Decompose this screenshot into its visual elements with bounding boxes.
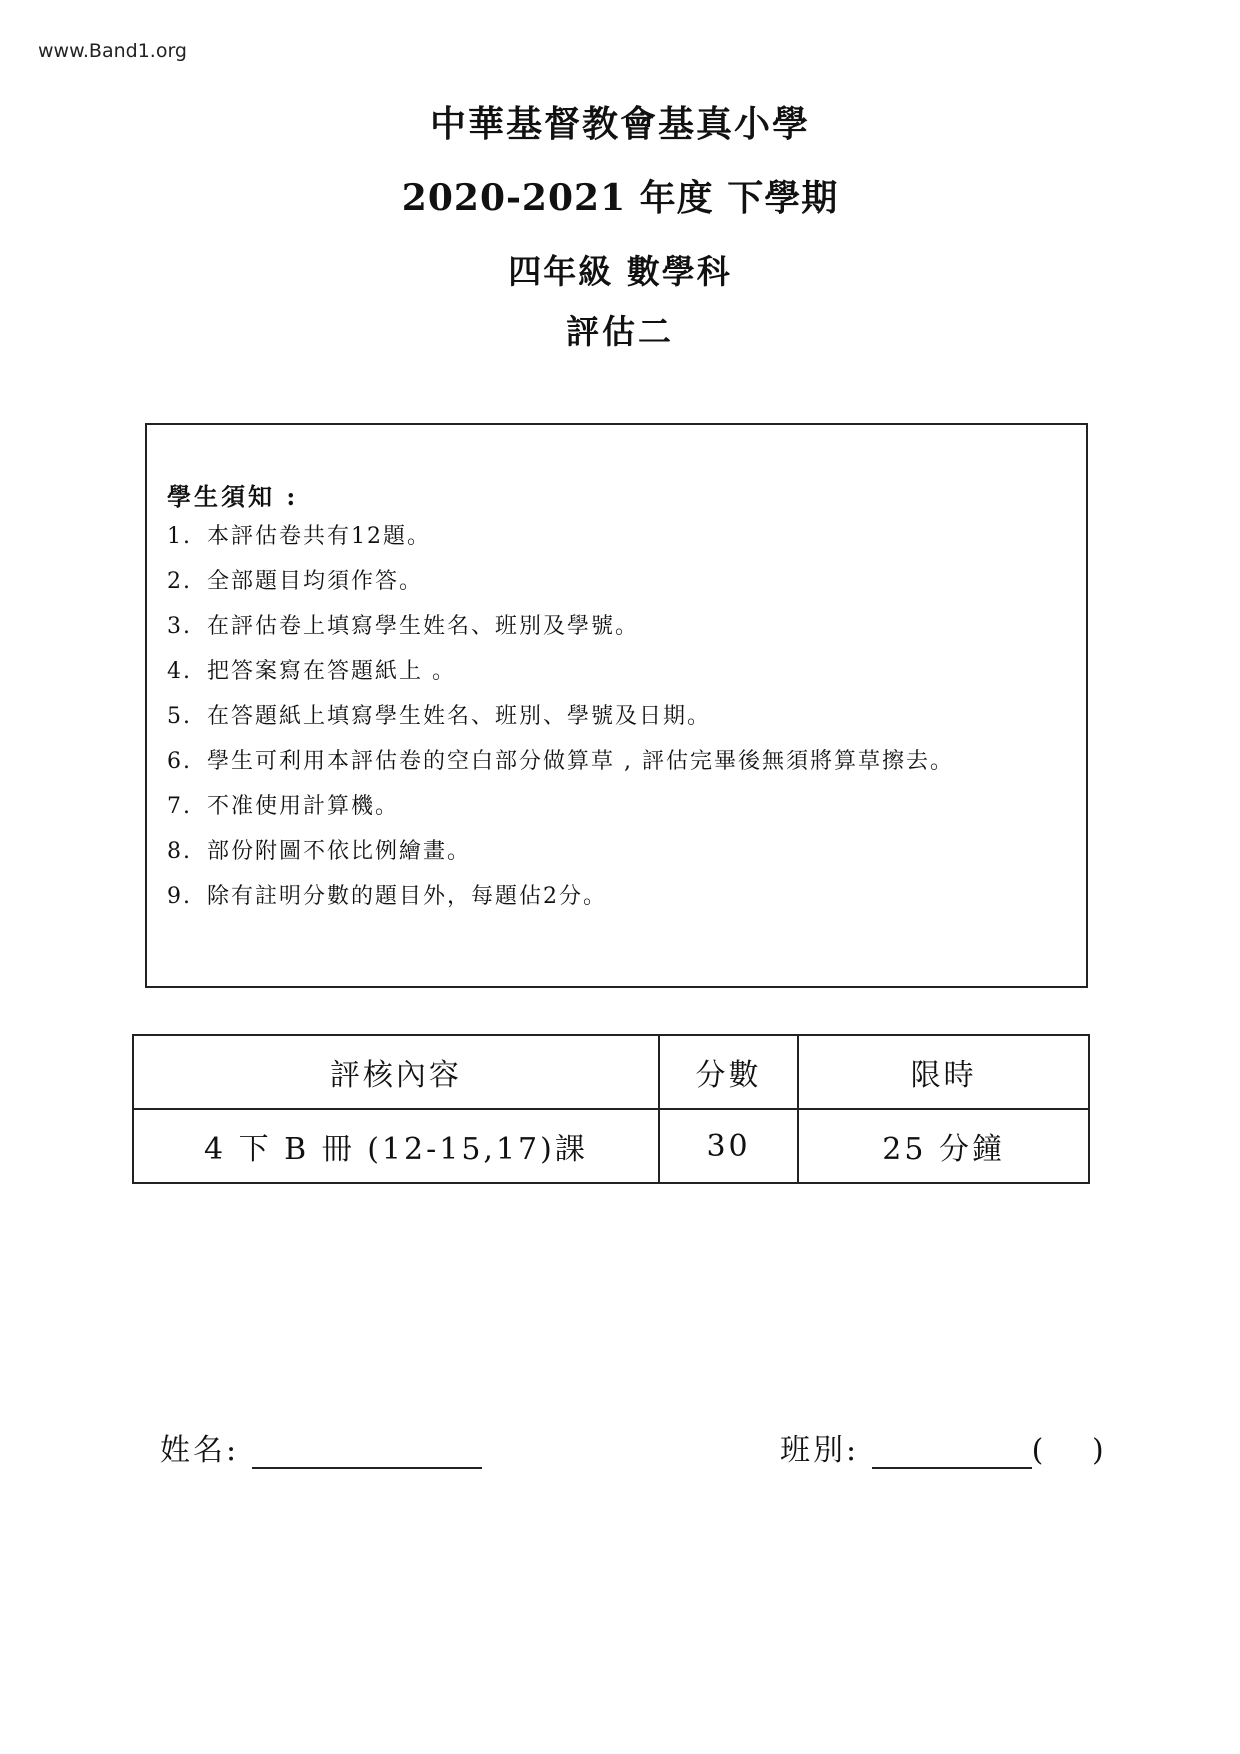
header-score: 分數 [659, 1035, 798, 1109]
watermark-url: www.Band1.org [38, 40, 187, 62]
notice-item-number: 4. [167, 659, 192, 684]
notice-item [167, 834, 954, 879]
notice-item [167, 519, 954, 564]
notice-item-number: 9. [167, 884, 192, 909]
notice-item [167, 654, 954, 699]
school-name: 中華基督教會基真小學 [429, 103, 810, 145]
cell-score: 30 [659, 1109, 798, 1183]
notice-item-text: 學生可利用本評估卷的空白部分做算草 , 評估完畢後無須將算草擦去。 [207, 749, 954, 774]
header-assessment-content: 評核內容 [133, 1035, 659, 1109]
notice-item-text: 除有註明分數的題目外，每題佔2分。 [207, 884, 607, 909]
name-label: 姓名: [160, 1433, 240, 1468]
notice-item-number: 2. [167, 569, 192, 594]
notice-item-number: 6. [167, 749, 192, 774]
notice-item-text: 在評估卷上填寫學生姓名、班別及學號。 [207, 614, 640, 639]
notice-item-text: 不准使用計算機。 [207, 794, 400, 819]
notice-item-text: 全部題目均須作答。 [207, 569, 424, 594]
notice-item [167, 609, 954, 654]
notice-item-number: 8. [167, 839, 192, 864]
class-number-parentheses[interactable] [1032, 1433, 1104, 1468]
paren-close: ) [1091, 1433, 1104, 1468]
notice-item-number: 5. [167, 704, 192, 729]
assessment-title: 評估二 [566, 312, 674, 351]
notice-item [167, 879, 954, 924]
cell-assessment-content: 4 下 B 冊 (12-15,17)課 [133, 1109, 659, 1183]
name-field [160, 1425, 482, 1469]
notice-item [167, 744, 954, 789]
notice-item-text: 把答案寫在答題紙上 。 [207, 659, 456, 684]
table-row [133, 1109, 1089, 1183]
name-blank-line[interactable] [252, 1437, 482, 1469]
notice-item [167, 564, 954, 609]
grade-subject: 四年級 數學科 [508, 252, 732, 291]
assessment-info-table [132, 1034, 1090, 1184]
notice-item-text: 本評估卷共有12題。 [207, 524, 431, 549]
class-blank-line[interactable] [872, 1437, 1032, 1469]
cell-time-limit: 25 分鐘 [798, 1109, 1089, 1183]
table-header-row [133, 1035, 1089, 1109]
class-label: 班別: [780, 1433, 860, 1468]
academic-year-term: 2020-2021 年度 下學期 [401, 177, 839, 219]
header-time-limit: 限時 [798, 1035, 1089, 1109]
notice-item [167, 699, 954, 744]
notice-item-number: 7. [167, 794, 192, 819]
notice-item-text: 在答題紙上填寫學生姓名、班別、學號及日期。 [207, 704, 712, 729]
notice-list [167, 519, 954, 924]
notice-item [167, 789, 954, 834]
paren-open: ( [1031, 1433, 1044, 1468]
notice-item-number: 1. [167, 524, 192, 549]
student-notice-box [145, 423, 1088, 988]
notice-item-text: 部份附圖不依比例繪畫。 [207, 839, 472, 864]
notice-item-number: 3. [167, 614, 192, 639]
class-field [780, 1425, 1104, 1469]
notice-title: 學生須知 : [167, 482, 299, 511]
